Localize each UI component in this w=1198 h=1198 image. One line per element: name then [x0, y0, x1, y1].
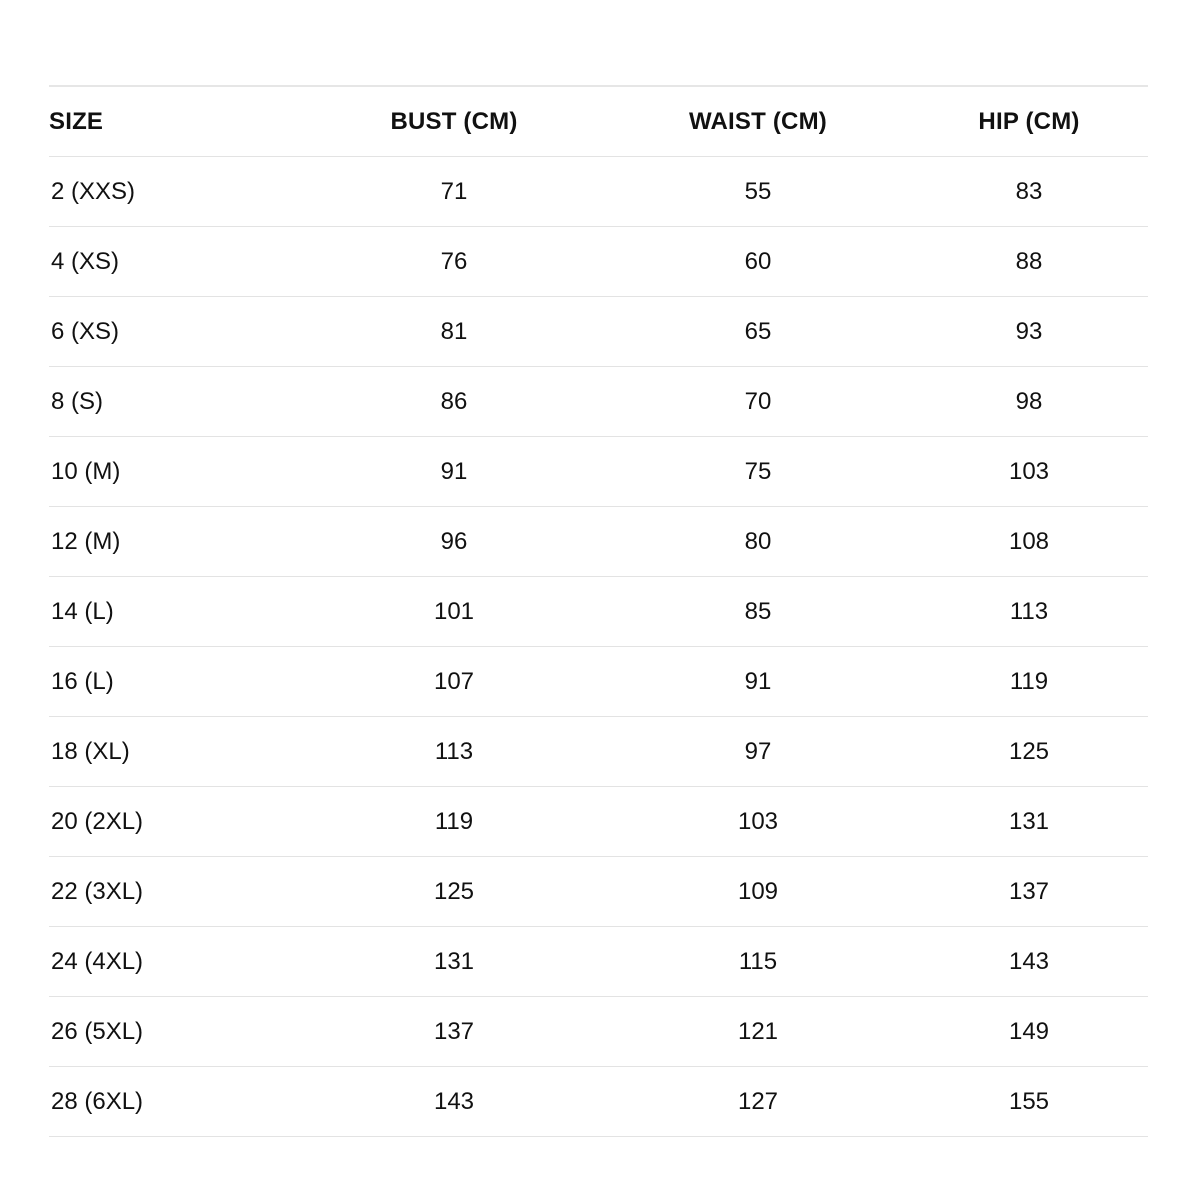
cell-bust: 86	[302, 367, 606, 437]
header-bust: BUST (CM)	[302, 86, 606, 157]
cell-bust: 101	[302, 577, 606, 647]
cell-hip: 119	[910, 647, 1148, 717]
cell-bust: 91	[302, 437, 606, 507]
cell-hip: 113	[910, 577, 1148, 647]
cell-waist: 65	[606, 297, 910, 367]
cell-bust: 119	[302, 787, 606, 857]
cell-bust: 71	[302, 157, 606, 227]
table-row	[49, 577, 1148, 647]
cell-waist: 85	[606, 577, 910, 647]
cell-waist: 75	[606, 437, 910, 507]
table-row	[49, 857, 1148, 927]
table-row	[49, 787, 1148, 857]
cell-hip: 149	[910, 997, 1148, 1067]
cell-waist: 80	[606, 507, 910, 577]
cell-bust: 131	[302, 927, 606, 997]
cell-size: 20 (2XL)	[49, 787, 302, 857]
size-chart-table	[49, 85, 1148, 1137]
cell-size: 22 (3XL)	[49, 857, 302, 927]
cell-size: 12 (M)	[49, 507, 302, 577]
cell-hip: 83	[910, 157, 1148, 227]
table-row	[49, 1067, 1148, 1137]
table-header	[49, 86, 1148, 157]
cell-hip: 93	[910, 297, 1148, 367]
cell-hip: 137	[910, 857, 1148, 927]
cell-size: 24 (4XL)	[49, 927, 302, 997]
cell-bust: 137	[302, 997, 606, 1067]
cell-waist: 127	[606, 1067, 910, 1137]
cell-size: 6 (XS)	[49, 297, 302, 367]
cell-size: 4 (XS)	[49, 227, 302, 297]
header-size: SIZE	[49, 86, 302, 157]
cell-hip: 143	[910, 927, 1148, 997]
cell-bust: 96	[302, 507, 606, 577]
cell-waist: 60	[606, 227, 910, 297]
cell-bust: 76	[302, 227, 606, 297]
header-waist: WAIST (CM)	[606, 86, 910, 157]
header-hip: HIP (CM)	[910, 86, 1148, 157]
table-row	[49, 507, 1148, 577]
table-row	[49, 437, 1148, 507]
cell-hip: 103	[910, 437, 1148, 507]
table-row	[49, 157, 1148, 227]
table-row	[49, 927, 1148, 997]
cell-bust: 81	[302, 297, 606, 367]
cell-waist: 70	[606, 367, 910, 437]
cell-bust: 143	[302, 1067, 606, 1137]
cell-size: 26 (5XL)	[49, 997, 302, 1067]
cell-size: 10 (M)	[49, 437, 302, 507]
cell-waist: 115	[606, 927, 910, 997]
cell-waist: 97	[606, 717, 910, 787]
cell-waist: 109	[606, 857, 910, 927]
cell-bust: 107	[302, 647, 606, 717]
cell-hip: 155	[910, 1067, 1148, 1137]
table-row	[49, 997, 1148, 1067]
table-body	[49, 157, 1148, 1137]
table-row	[49, 717, 1148, 787]
cell-hip: 98	[910, 367, 1148, 437]
cell-size: 14 (L)	[49, 577, 302, 647]
cell-size: 8 (S)	[49, 367, 302, 437]
cell-waist: 121	[606, 997, 910, 1067]
cell-size: 2 (XXS)	[49, 157, 302, 227]
cell-size: 16 (L)	[49, 647, 302, 717]
table-row	[49, 227, 1148, 297]
cell-size: 28 (6XL)	[49, 1067, 302, 1137]
cell-waist: 91	[606, 647, 910, 717]
table-row	[49, 647, 1148, 717]
table-row	[49, 297, 1148, 367]
cell-hip: 131	[910, 787, 1148, 857]
cell-hip: 108	[910, 507, 1148, 577]
cell-hip: 88	[910, 227, 1148, 297]
cell-size: 18 (XL)	[49, 717, 302, 787]
cell-hip: 125	[910, 717, 1148, 787]
cell-bust: 113	[302, 717, 606, 787]
table-row	[49, 367, 1148, 437]
cell-bust: 125	[302, 857, 606, 927]
cell-waist: 55	[606, 157, 910, 227]
cell-waist: 103	[606, 787, 910, 857]
header-row	[49, 86, 1148, 157]
